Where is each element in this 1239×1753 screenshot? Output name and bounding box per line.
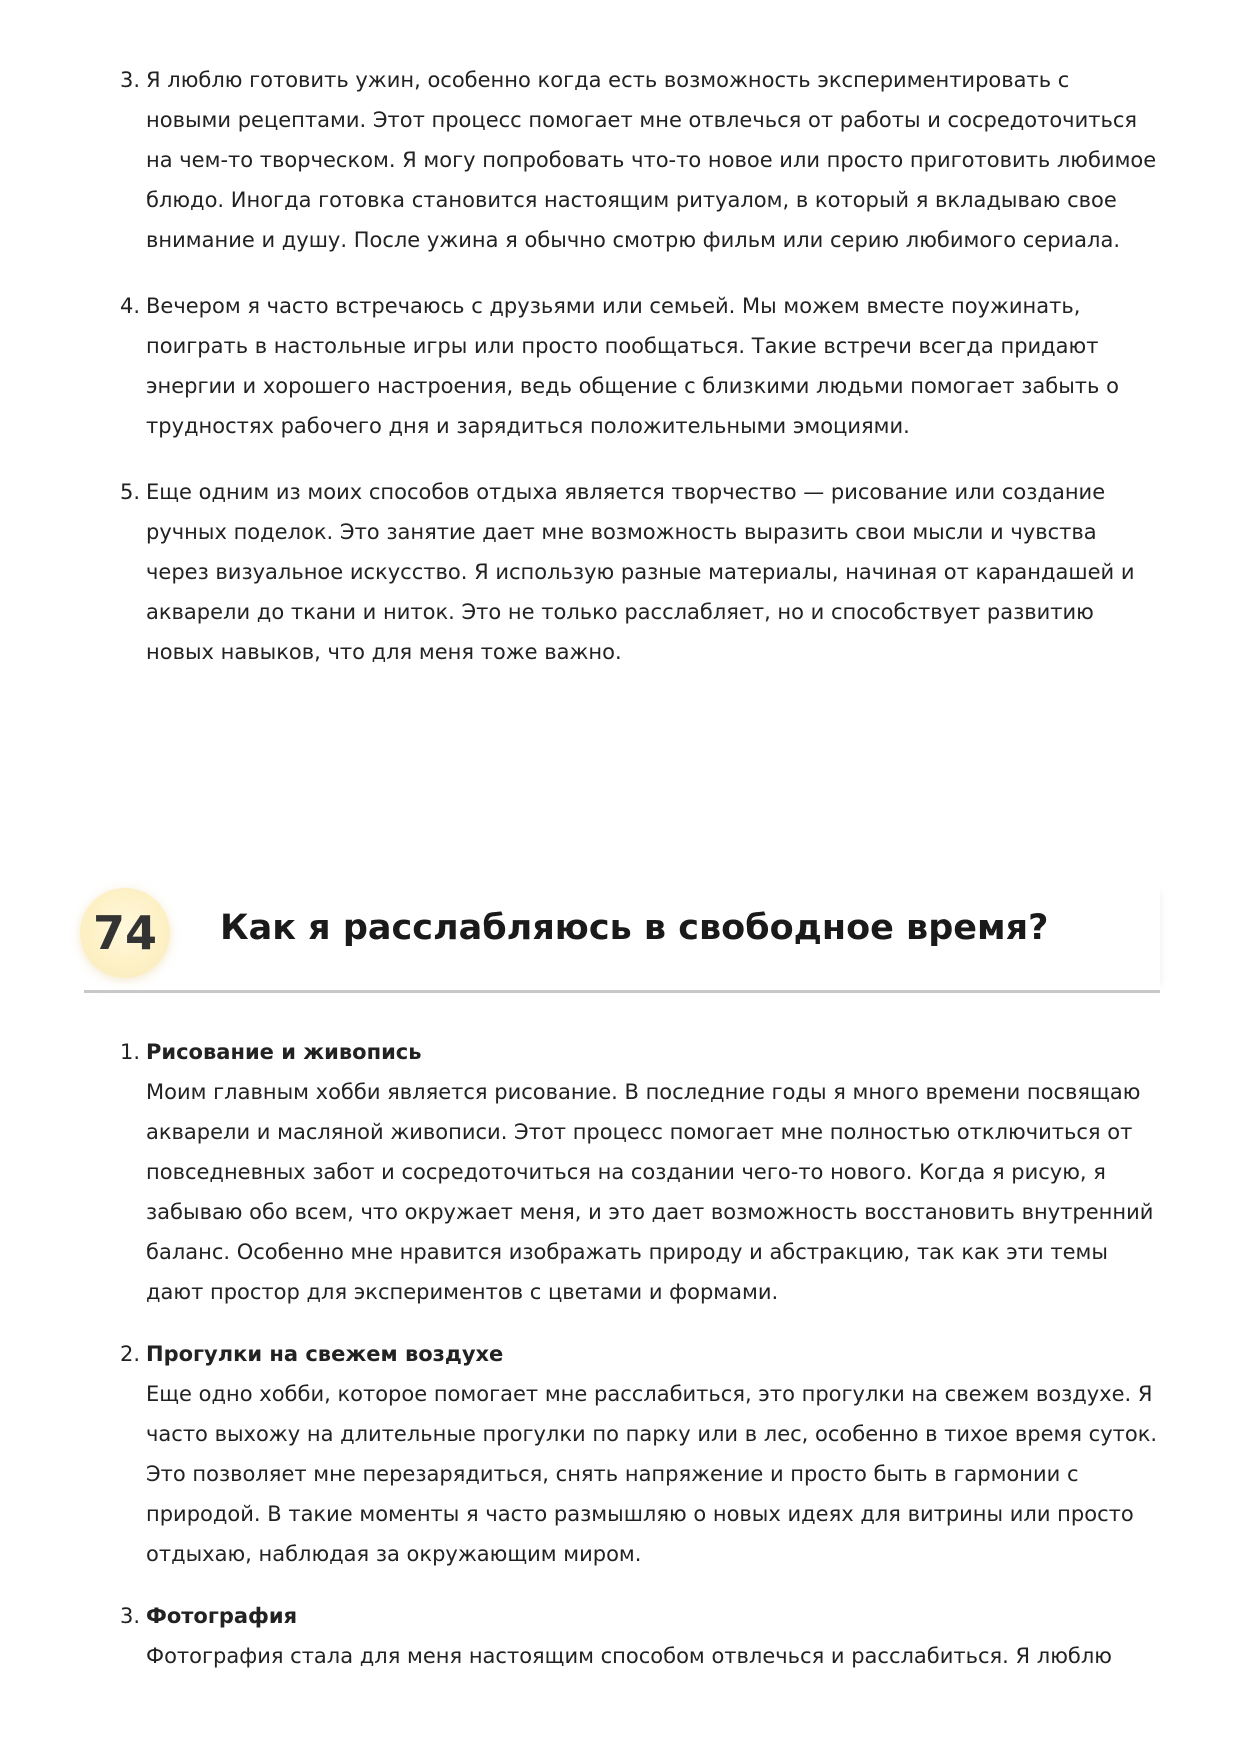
section-title: Как я расслабляюсь в свободное время? [220,908,1049,948]
list-item [120,1032,1160,1312]
list-item-title: Рисование и живопись [146,1040,422,1064]
list-item-text: Я люблю готовить ужин, особенно когда есть возможность экспериментировать с новыми рецептами. Этот процесс помогает мне отвлечься от работы и сосредоточиться на чем-то творческом. Я могу попробовать что-то новое или просто приготовить любимое блюдо. Иногда готовка становится настоящим ритуалом, в который я вкладываю свое внимание и душу. После ужина я обычно смотрю фильм или серию любимого сериала. [146,68,1157,252]
list-item-text: Вечером я часто встречаюсь с друзьями или семьей. Мы можем вместе поужинать, поиграть в настольные игры или просто пообщаться. Такие встречи всегда придают энергии и хорошего настроения, ведь общение с близкими людьми помогает забыть о трудностях рабочего дня и зарядиться положительными эмоциями. [146,294,1119,438]
hobby-list [120,1032,1160,1698]
list-item-number: 3. [120,1604,141,1628]
list-item-title: Фотография [146,1604,298,1628]
list-item-number: 1. [120,1040,141,1064]
section-number-badge: 74 [80,888,170,978]
list-item [120,60,1160,260]
list-item-text: Моим главным хобби является рисование. В последние годы я много времени посвящаю акварели и масляной живописи. Этот процесс помогает мне полностью отключиться от повседневных забот и сосредоточиться на создании чего-то нового. Когда я рисую, я забываю обо всем, что окружает меня, и это дает возможность восстановить внутренний баланс. Особенно мне нравится изображать природу и абстракцию, так как эти темы дают простор для экспериментов с цветами и формами. [146,1080,1154,1304]
list-item-text: Фотография стала для меня настоящим способом отвлечься и расслабиться. Я люблю [146,1644,1112,1668]
list-item [120,1596,1160,1676]
list-item-number: 2. [120,1342,141,1366]
section-header [84,884,1160,993]
list-item-number: 4. [120,294,141,318]
list-item-text: Еще одним из моих способов отдыха является творчество — рисование или создание ручных поделок. Это занятие дает мне возможность выразить свои мысли и чувства через визуальное искусство. Я использую разные материалы, начиная от карандашей и акварели до ткани и ниток. Это не только расслабляет, но и способствует развитию новых навыков, что для меня тоже важно. [146,480,1135,664]
list-item-number: 3. [120,68,141,92]
list-item-number: 5. [120,480,141,504]
list-item [120,286,1160,446]
list-item [120,472,1160,672]
list-item-text: Еще одно хобби, которое помогает мне расслабиться, это прогулки на свежем воздухе. Я часто выхожу на длительные прогулки по парку или в лес, особенно в тихое время суток. Это позволяет мне перезарядиться, снять напряжение и просто быть в гармонии с природой. В такие моменты я часто размышляю о новых идеях для витрины или просто отдыхаю, наблюдая за окружающим миром. [146,1382,1158,1566]
list-item [120,1334,1160,1574]
continued-list [120,60,1160,698]
list-item-title: Прогулки на свежем воздухе [146,1342,504,1366]
